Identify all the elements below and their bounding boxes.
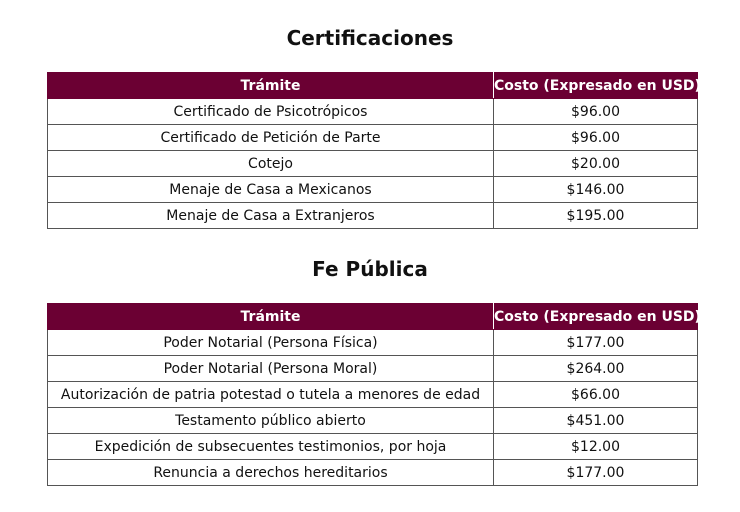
costo-cell: $451.00 xyxy=(494,408,698,434)
section-title-fe-publica: Fe Pública xyxy=(312,257,428,281)
costo-cell: $146.00 xyxy=(494,177,698,203)
table-row xyxy=(48,203,698,229)
section-title-certificaciones: Certificaciones xyxy=(286,26,454,50)
tramite-cell: Menaje de Casa a Mexicanos xyxy=(48,177,494,203)
tramite-cell: Poder Notarial (Persona Física) xyxy=(48,330,494,356)
header-costo: Costo (Expresado en USD) xyxy=(494,304,698,330)
table-row xyxy=(48,408,698,434)
table-header-row xyxy=(48,73,698,99)
costo-cell: $195.00 xyxy=(494,203,698,229)
header-tramite: Trámite xyxy=(48,73,494,99)
table-header-row xyxy=(48,304,698,330)
costo-cell: $264.00 xyxy=(494,356,698,382)
table-row xyxy=(48,330,698,356)
tramite-cell: Poder Notarial (Persona Moral) xyxy=(48,356,494,382)
certificaciones-table xyxy=(47,72,701,229)
table-row xyxy=(48,99,698,125)
table-row xyxy=(48,356,698,382)
table-row xyxy=(48,434,698,460)
table-row xyxy=(48,177,698,203)
tramite-cell: Renuncia a derechos hereditarios xyxy=(48,460,494,486)
costo-cell: $96.00 xyxy=(494,99,698,125)
costo-cell: $96.00 xyxy=(494,125,698,151)
tramite-cell: Autorización de patria potestad o tutela a menores de edad xyxy=(48,382,494,408)
tramite-cell: Certificado de Psicotrópicos xyxy=(48,99,494,125)
tramite-cell: Cotejo xyxy=(48,151,494,177)
header-costo: Costo (Expresado en USD) xyxy=(494,73,698,99)
tramite-cell: Certificado de Petición de Parte xyxy=(48,125,494,151)
fe-publica-table xyxy=(47,303,701,486)
tramite-cell: Menaje de Casa a Extranjeros xyxy=(48,203,494,229)
tramite-cell: Testamento público abierto xyxy=(48,408,494,434)
costo-cell: $20.00 xyxy=(494,151,698,177)
header-tramite: Trámite xyxy=(48,304,494,330)
costo-cell: $177.00 xyxy=(494,460,698,486)
table-row xyxy=(48,382,698,408)
tramite-cell: Expedición de subsecuentes testimonios, por hoja xyxy=(48,434,494,460)
table-row xyxy=(48,460,698,486)
costo-cell: $12.00 xyxy=(494,434,698,460)
costo-cell: $177.00 xyxy=(494,330,698,356)
table-row xyxy=(48,151,698,177)
table-row xyxy=(48,125,698,151)
costo-cell: $66.00 xyxy=(494,382,698,408)
